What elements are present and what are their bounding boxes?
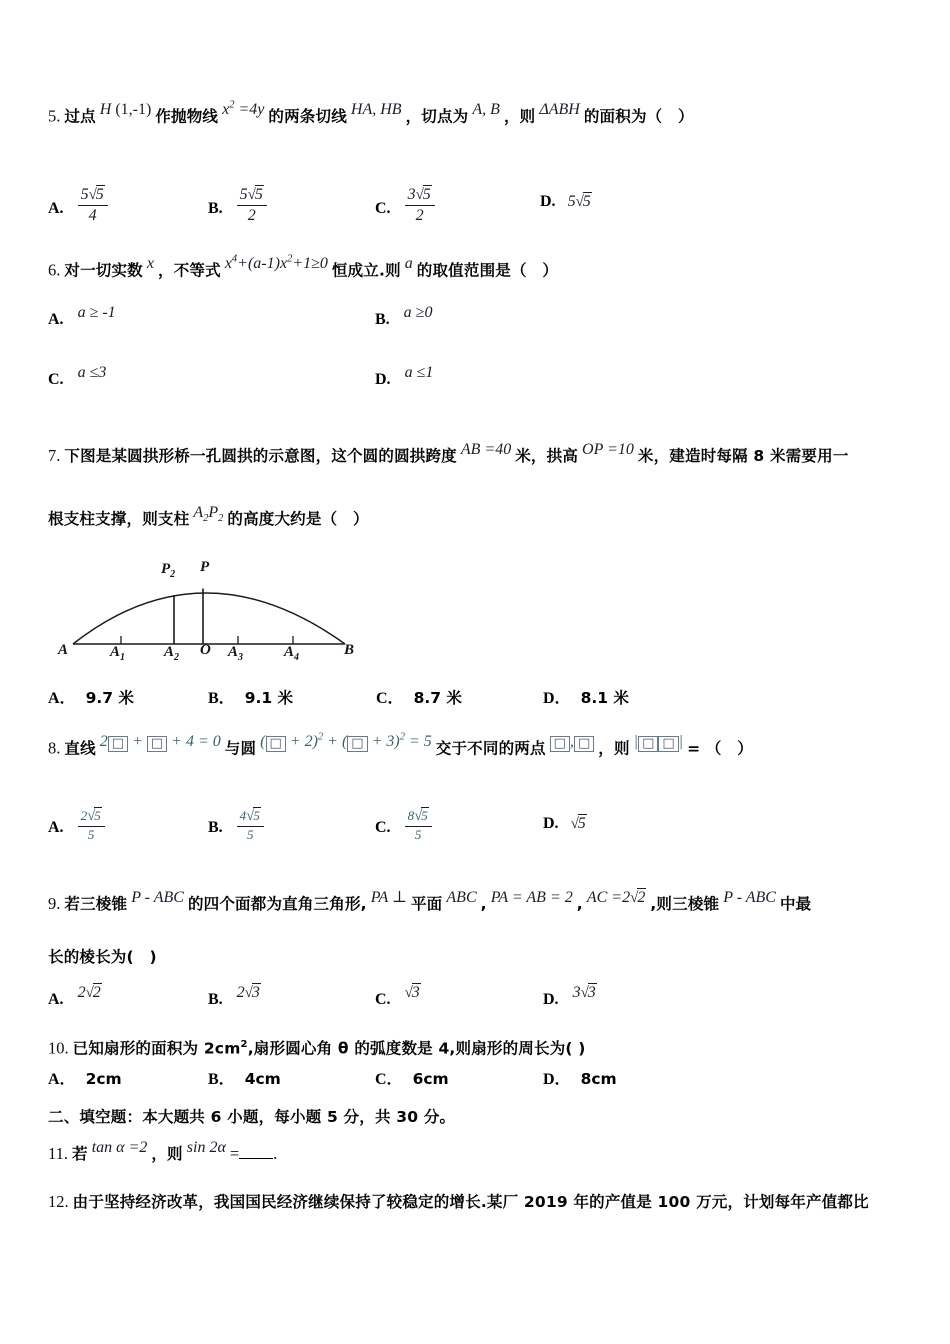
q9-option-c[interactable]: [375, 984, 421, 1008]
q5-math-points: A, B: [472, 101, 500, 119]
q5-math-point: H (1,-1): [99, 101, 152, 119]
q10-option-b[interactable]: [208, 1072, 281, 1088]
q8-option-b[interactable]: [208, 808, 264, 846]
q8-text-5: = （ ）: [687, 739, 753, 758]
q8-math-points: □ , □: [550, 733, 595, 750]
question-10-stem: [48, 1040, 586, 1057]
q6-text-4: 的取值范围是（ ）: [416, 261, 559, 280]
q7-option-d[interactable]: [543, 691, 629, 707]
q6-option-c-value: a ≤3: [77, 364, 107, 381]
q10-option-b-value: 4cm: [244, 1070, 281, 1088]
q8-text-2: 与圆: [224, 739, 257, 758]
figure-label-P2: $P_2$: [161, 561, 176, 580]
arch-bridge-diagram: [48, 556, 378, 666]
q6-text-2: ，不等式: [158, 261, 221, 280]
q12-text-1: 由于坚持经济改革，我国国民经济继续保持了较稳定的增长.某厂 2019 年的产值是 100 万元，计划每年产值都比: [72, 1193, 869, 1211]
q8-option-d-value: √5: [570, 815, 586, 832]
tofu-box-icon: □: [108, 736, 128, 752]
q8-text-4: ，则: [598, 739, 630, 758]
q6-option-d-value: a ≤1: [404, 364, 434, 381]
q7-math-a2p2: $A_2P_2$: [193, 504, 224, 525]
q8-math-line: 2 □ + □ + 4 = 0: [99, 733, 221, 752]
q5-text-4: ，切点为: [405, 107, 469, 126]
q9-text-5: ,: [576, 895, 583, 913]
q8-option-d[interactable]: [543, 816, 587, 832]
q9-text-4: ,: [480, 895, 487, 913]
arch-curve: [73, 593, 345, 644]
q10-superscript: 2: [240, 1039, 248, 1050]
q8-option-d-tag: D.: [543, 815, 559, 832]
q5-math-triangle: ΔABH: [539, 101, 580, 119]
question-5-stem: [48, 100, 694, 126]
q10-option-d[interactable]: [543, 1072, 617, 1088]
q10-option-d-tag: D．: [543, 1071, 571, 1088]
q10-option-c-tag: C．: [375, 1071, 403, 1088]
q9-math-abc: ABC: [446, 889, 477, 906]
q5-option-b[interactable]: [208, 186, 267, 229]
tofu-box-icon: □: [550, 736, 570, 752]
q8-math-circle: ( □ + 2)$^2$ + ( □ + 3)$^2$ = 5: [260, 732, 432, 752]
q6-option-d[interactable]: [375, 364, 434, 388]
q10-option-a-value: 2cm: [85, 1070, 122, 1088]
q5-option-d-value: 5√5: [567, 193, 591, 210]
q9-text-1: 若三棱锥: [64, 895, 128, 913]
q6-option-b-tag: B.: [375, 311, 390, 328]
q8-option-c[interactable]: [375, 808, 432, 846]
q5-option-a-value: $\frac{5√5}{4}$: [78, 200, 108, 217]
q7-text-5: 的高度大约是（ ）: [227, 510, 369, 528]
q10-option-d-value: 8cm: [580, 1070, 617, 1088]
q7-text-4: 根支柱支撑，则支柱: [48, 510, 190, 528]
question-8-number: 8.: [48, 738, 61, 758]
q5-text-1: 过点: [64, 107, 96, 126]
q9-text-6: ,则三棱锥: [650, 895, 720, 913]
q7-option-c-tag: C．: [376, 690, 404, 707]
q7-option-a-tag: A．: [48, 690, 76, 707]
q6-option-b[interactable]: [375, 304, 433, 328]
q5-option-a-tag: A.: [48, 200, 64, 218]
q9-option-a-value: 2√2: [77, 984, 101, 1001]
q9-option-c-value: √3: [404, 984, 420, 1001]
question-11-stem: [48, 1139, 278, 1163]
q7-option-a[interactable]: [48, 691, 134, 707]
q10-option-b-tag: B．: [208, 1071, 235, 1088]
q7-option-d-tag: D．: [543, 690, 571, 707]
q5-option-d-tag: D.: [540, 193, 556, 210]
q7-text-1: 下图是某圆拱形桥一孔圆拱的示意图，这个圆的圆拱跨度: [64, 447, 457, 465]
q5-option-c-value: $\frac{3√5}{2}$: [405, 200, 435, 217]
q5-option-b-tag: B.: [208, 200, 223, 218]
q10-text-2: ,扇形圆心角 θ 的弧度数是 4,则扇形的周长为( ): [247, 1039, 586, 1058]
q8-option-b-value: $\frac{4√5}{5}$: [237, 820, 264, 835]
q9-option-b[interactable]: [208, 984, 261, 1008]
section-header-fill-in-blank: [48, 1110, 455, 1126]
figure-label-A1: $A_1$: [110, 644, 126, 663]
q5-math-parabola: $x^2 =4y$: [222, 100, 265, 119]
q8-option-a[interactable]: [48, 808, 105, 846]
q10-option-c-value: 6cm: [412, 1070, 449, 1088]
q7-option-b[interactable]: [208, 691, 293, 707]
q9-option-d[interactable]: [543, 984, 597, 1008]
q11-text-1: 若: [72, 1145, 88, 1163]
tofu-box-icon: □: [347, 736, 367, 752]
q9-text-2: 的四个面都为直角三角形,: [187, 895, 367, 913]
q9-math-pyramid-2: P - ABC: [723, 889, 776, 906]
q6-math-a: a: [404, 255, 413, 273]
q7-math-ab: AB =40: [460, 441, 512, 458]
q5-option-c-tag: C.: [375, 200, 391, 218]
q5-text-2: 作抛物线: [155, 107, 219, 126]
question-6-stem: [48, 254, 559, 280]
q5-text-5: ，则: [503, 107, 536, 126]
question-7-stem-line-1: [48, 441, 849, 465]
q5-text-3: 的两条切线: [268, 107, 347, 126]
q9-option-d-value: 3√3: [572, 984, 596, 1001]
q8-math-abs: | □ □ |: [633, 733, 684, 752]
q5-option-a[interactable]: [48, 186, 108, 229]
tofu-box-icon: □: [638, 736, 658, 752]
question-8-stem: [48, 732, 753, 758]
q9-math-pa-ab: PA = AB = 2: [490, 889, 573, 906]
q7-text-3: 米，建造时每隔 8 米需要用一: [637, 447, 849, 465]
arch-svg: [48, 556, 378, 666]
tofu-box-icon: □: [658, 736, 678, 752]
q5-text-6: 的面积为（ ）: [583, 107, 694, 126]
q7-text-2: 米，拱高: [515, 447, 579, 465]
figure-label-P: P: [200, 559, 210, 575]
q11-equals: =: [229, 1144, 240, 1163]
q11-answer-blank[interactable]: [239, 1147, 273, 1159]
section-header-text: 二、填空题：本大题共 6 小题，每小题 5 分，共 30 分。: [48, 1108, 456, 1126]
q11-math-sin: sin 2α: [186, 1139, 226, 1156]
q6-option-a[interactable]: [48, 304, 116, 328]
q7-option-d-value: 8.1 米: [580, 689, 629, 707]
q6-option-c-tag: C.: [48, 371, 64, 388]
question-11-number: 11.: [48, 1144, 69, 1163]
q7-option-b-tag: B．: [208, 690, 235, 707]
q9-math-pyramid-1: P - ABC: [131, 889, 184, 906]
q9-option-c-tag: C.: [375, 991, 391, 1008]
q6-text-3: 恒成立.则: [331, 261, 401, 280]
q5-option-b-value: $\frac{5√5}{2}$: [237, 200, 267, 217]
q6-option-c[interactable]: [48, 364, 107, 388]
q9-option-b-value: 2√3: [236, 984, 260, 1001]
figure-label-B: B: [344, 642, 355, 658]
question-5-number: 5.: [48, 106, 61, 126]
q6-text-1: 对一切实数: [64, 261, 143, 280]
q9-math-perp: PA ⊥: [370, 889, 407, 906]
q8-option-a-tag: A.: [48, 819, 64, 837]
question-7-number: 7.: [48, 446, 61, 465]
q7-option-c[interactable]: [376, 691, 462, 707]
q11-text-2: ，则: [151, 1145, 183, 1163]
q6-option-a-tag: A.: [48, 311, 64, 328]
question-6-number: 6.: [48, 260, 61, 280]
q5-math-tangents: HA, HB: [350, 101, 402, 119]
q11-period: .: [273, 1144, 278, 1163]
q8-option-b-tag: B.: [208, 819, 223, 837]
q7-math-op: OP =10: [582, 441, 634, 458]
q8-option-c-tag: C.: [375, 819, 391, 837]
q9-text-7: 中最: [779, 895, 812, 913]
question-9-number: 9.: [48, 894, 61, 913]
q8-option-a-value: $\frac{2√5}{5}$: [78, 820, 105, 835]
figure-label-O: O: [200, 642, 211, 658]
q10-text-1: 已知扇形的面积为 2cm: [72, 1039, 241, 1058]
question-9-stem-line-2: [48, 950, 157, 966]
q8-text-1: 直线: [64, 739, 96, 758]
figure-label-A4: $A_4$: [284, 644, 300, 663]
question-12-stem: [48, 1194, 869, 1211]
tofu-box-icon: □: [147, 736, 167, 752]
q10-option-c[interactable]: [375, 1072, 449, 1088]
question-9-stem-line-1: [48, 889, 812, 913]
q6-option-d-tag: D.: [375, 371, 391, 388]
figure-label-A: A: [58, 642, 69, 658]
q10-option-a-tag: A．: [48, 1071, 76, 1088]
tofu-box-icon: □: [574, 736, 594, 752]
q7-option-b-value: 9.1 米: [244, 689, 294, 707]
q5-option-c[interactable]: [375, 186, 435, 229]
q9-math-ac: AC =2√2: [586, 889, 646, 906]
q9-option-a[interactable]: [48, 984, 102, 1008]
q9-option-b-tag: B.: [208, 991, 223, 1008]
q6-option-a-value: a ≥ -1: [77, 304, 116, 321]
figure-label-A3: $A_3$: [228, 644, 244, 663]
question-7-stem-line-2: [48, 504, 369, 532]
figure-label-A2: $A_2$: [164, 644, 180, 663]
q9-text-8: 长的棱长为( ): [48, 948, 157, 966]
q9-text-3: 平面: [410, 895, 443, 913]
q7-option-a-value: 9.7 米: [85, 689, 134, 707]
q9-option-d-tag: D.: [543, 991, 559, 1008]
q6-math-inequality: $x^4+(a-1)x^2+1\ge 0$: [224, 254, 328, 273]
q8-text-3: 交于不同的两点: [435, 739, 546, 758]
q5-option-d[interactable]: [540, 194, 592, 210]
q9-option-a-tag: A.: [48, 991, 64, 1008]
q7-option-c-value: 8.7 米: [413, 689, 462, 707]
q11-math-tan: tan α =2: [91, 1139, 148, 1156]
q6-option-b-value: a ≥0: [403, 304, 433, 321]
tofu-box-icon: □: [266, 736, 286, 752]
question-10-number: 10.: [48, 1038, 69, 1058]
q10-option-a[interactable]: [48, 1072, 122, 1088]
q6-math-x: x: [146, 255, 154, 273]
question-12-number: 12.: [48, 1192, 69, 1211]
q8-option-c-value: $\frac{8√5}{5}$: [405, 820, 432, 835]
